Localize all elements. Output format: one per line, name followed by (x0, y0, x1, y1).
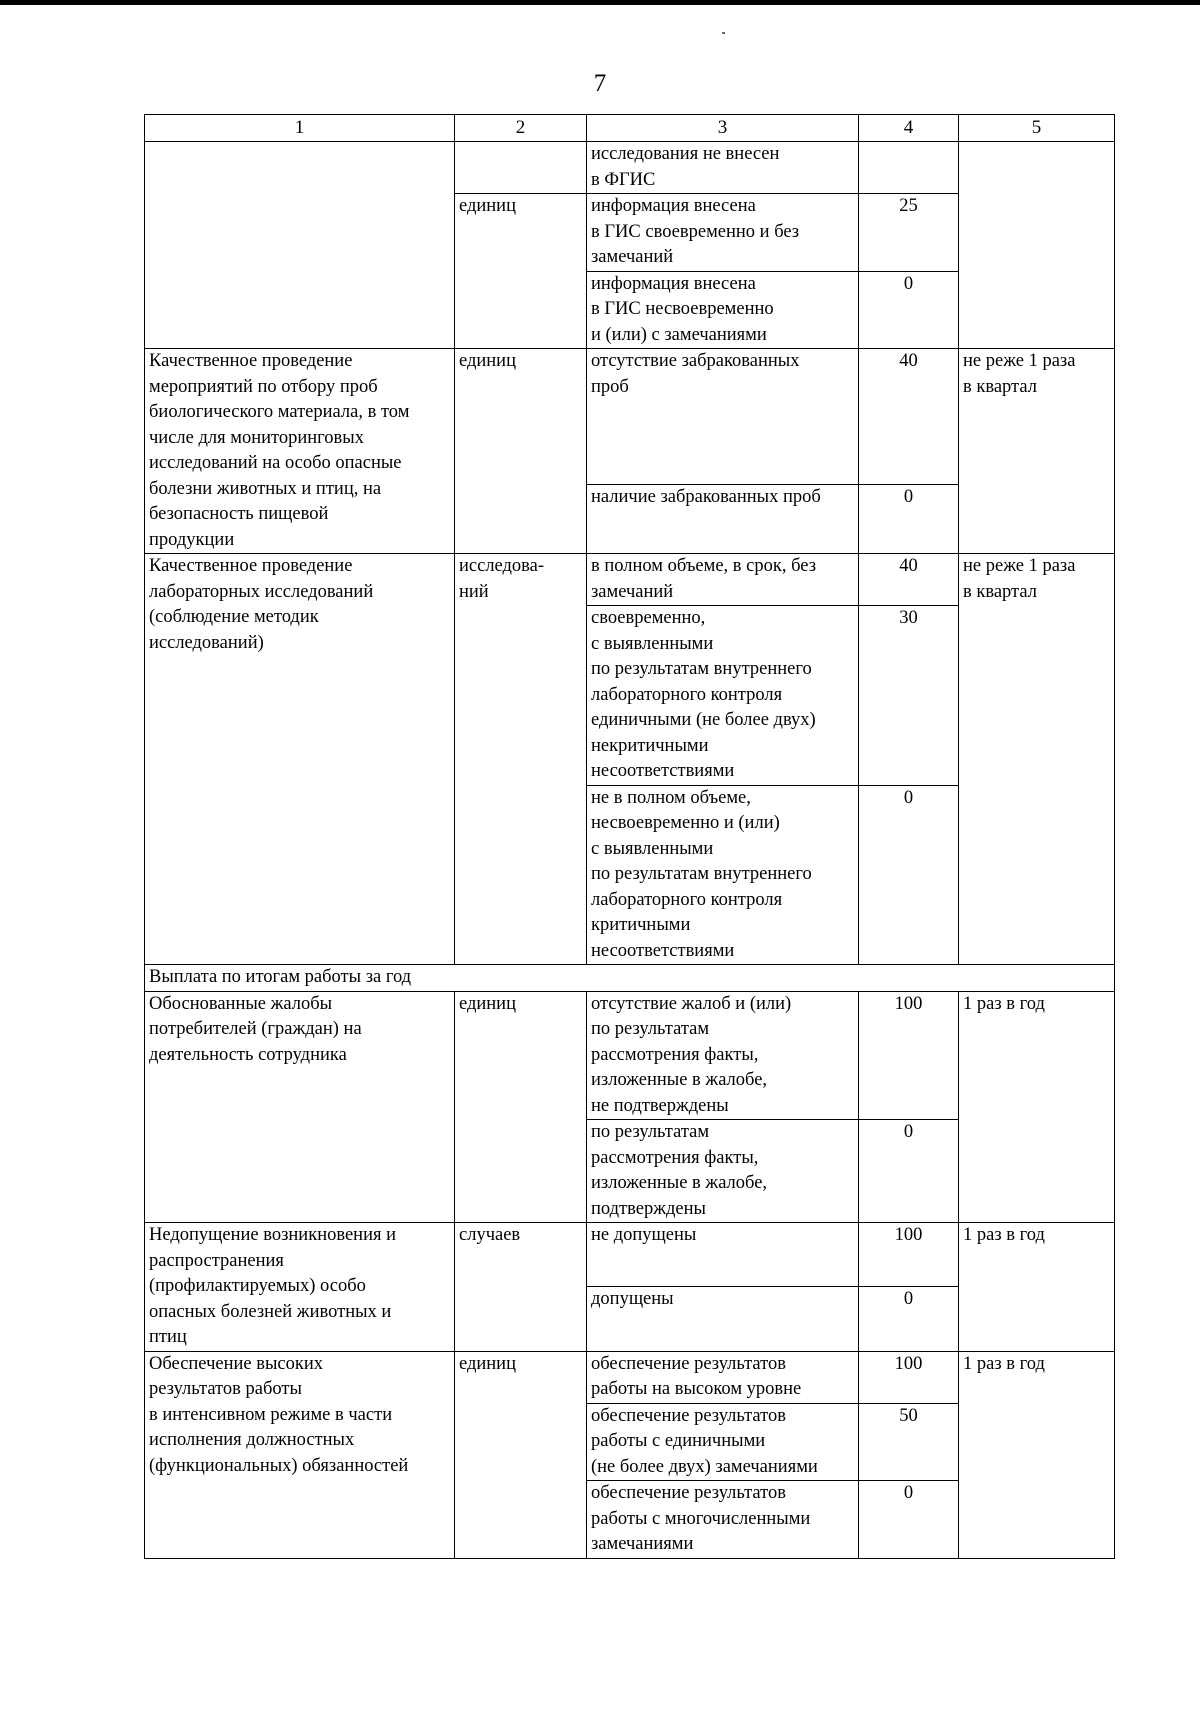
frequency-cell: не реже 1 раза в квартал (959, 554, 1115, 965)
points-cell: 0 (859, 1120, 959, 1223)
table-row (145, 349, 1115, 485)
unit-cell: единиц (455, 349, 587, 554)
scan-top-edge (0, 0, 1200, 5)
section-title: Выплата по итогам работы за год (145, 965, 1115, 992)
condition-cell: своевременно, с выявленными по результатам внутреннего лабораторного контроля единичными (не более двух) некритичными несоответствиями (587, 606, 859, 786)
column-number-2: 2 (455, 115, 587, 142)
table-row (145, 554, 1115, 606)
condition-cell: обеспечение результатов работы с многочисленными замечаниями (587, 1481, 859, 1559)
condition-cell: отсутствие жалоб и (или) по результатам рассмотрения факты, изложенные в жалобе, не подтверждены (587, 991, 859, 1120)
unit-cell: исследова- ний (455, 554, 587, 965)
condition-cell: наличие забракованных проб (587, 484, 859, 553)
condition-cell: не допущены (587, 1223, 859, 1287)
criterion-cell: Обеспечение высоких результатов работы в интенсивном режиме в части исполнения должностных (функциональных) обязанностей (145, 1351, 455, 1558)
frequency-cell: 1 раз в год (959, 1223, 1115, 1352)
condition-cell: исследования не внесен в ФГИС (587, 142, 859, 194)
points-cell: 25 (859, 194, 959, 272)
points-cell: 50 (859, 1403, 959, 1481)
condition-cell: информация внесена в ГИС своевременно и без замечаний (587, 194, 859, 272)
condition-cell: обеспечение результатов работы на высоком уровне (587, 1351, 859, 1403)
section-row (145, 965, 1115, 992)
condition-cell: не в полном объеме, несвоевременно и (или) с выявленными по результатам внутреннего лабораторного контроля критичными несоответствиями (587, 785, 859, 965)
column-number-1: 1 (145, 115, 455, 142)
condition-cell: информация внесена в ГИС несвоевременно и (или) с замечаниями (587, 271, 859, 349)
unit-cell-continued-empty (455, 142, 587, 194)
criterion-cell: Недопущение возникновения и распространения (профилактируемых) особо опасных болезней животных и птиц (145, 1223, 455, 1352)
points-cell: 40 (859, 554, 959, 606)
page-number: 7 (593, 70, 607, 97)
criterion-cell: Качественное проведение мероприятий по отбору проб биологического материала, в том числе для мониторинговых исследований на особо опасные болезни животных и птиц, на безопасность пищевой продукции (145, 349, 455, 554)
criteria-table (144, 114, 1115, 1559)
condition-cell: по результатам рассмотрения факты, изложенные в жалобе, подтверждены (587, 1120, 859, 1223)
scan-speck (722, 32, 725, 34)
points-cell: 0 (859, 1287, 959, 1351)
points-cell: 0 (859, 785, 959, 965)
table-row (145, 991, 1115, 1120)
frequency-cell: не реже 1 раза в квартал (959, 349, 1115, 554)
criterion-cell-continued (145, 142, 455, 349)
unit-cell: единиц (455, 1351, 587, 1558)
points-cell: 0 (859, 1481, 959, 1559)
criterion-cell: Качественное проведение лабораторных исследований (соблюдение методик исследований) (145, 554, 455, 965)
table-header-row (145, 115, 1115, 142)
points-cell: 100 (859, 1351, 959, 1403)
condition-cell: в полном объеме, в срок, без замечаний (587, 554, 859, 606)
criterion-cell: Обоснованные жалобы потребителей (граждан) на деятельность сотрудника (145, 991, 455, 1223)
condition-cell: обеспечение результатов работы с единичными (не более двух) замечаниями (587, 1403, 859, 1481)
condition-cell: допущены (587, 1287, 859, 1351)
unit-cell: случаев (455, 1223, 587, 1352)
table-row (145, 142, 1115, 194)
column-number-3: 3 (587, 115, 859, 142)
table-row (145, 1351, 1115, 1403)
frequency-cell: 1 раз в год (959, 1351, 1115, 1558)
unit-cell: единиц (455, 194, 587, 349)
table-row (145, 1223, 1115, 1287)
column-number-5: 5 (959, 115, 1115, 142)
points-cell: 0 (859, 271, 959, 349)
points-cell: 100 (859, 991, 959, 1120)
condition-cell: отсутствие забракованных проб (587, 349, 859, 485)
points-cell: 40 (859, 349, 959, 485)
points-cell: 100 (859, 1223, 959, 1287)
frequency-cell-continued (959, 142, 1115, 349)
points-cell (859, 142, 959, 194)
column-number-4: 4 (859, 115, 959, 142)
unit-cell: единиц (455, 991, 587, 1223)
points-cell: 0 (859, 484, 959, 553)
frequency-cell: 1 раз в год (959, 991, 1115, 1223)
points-cell: 30 (859, 606, 959, 786)
